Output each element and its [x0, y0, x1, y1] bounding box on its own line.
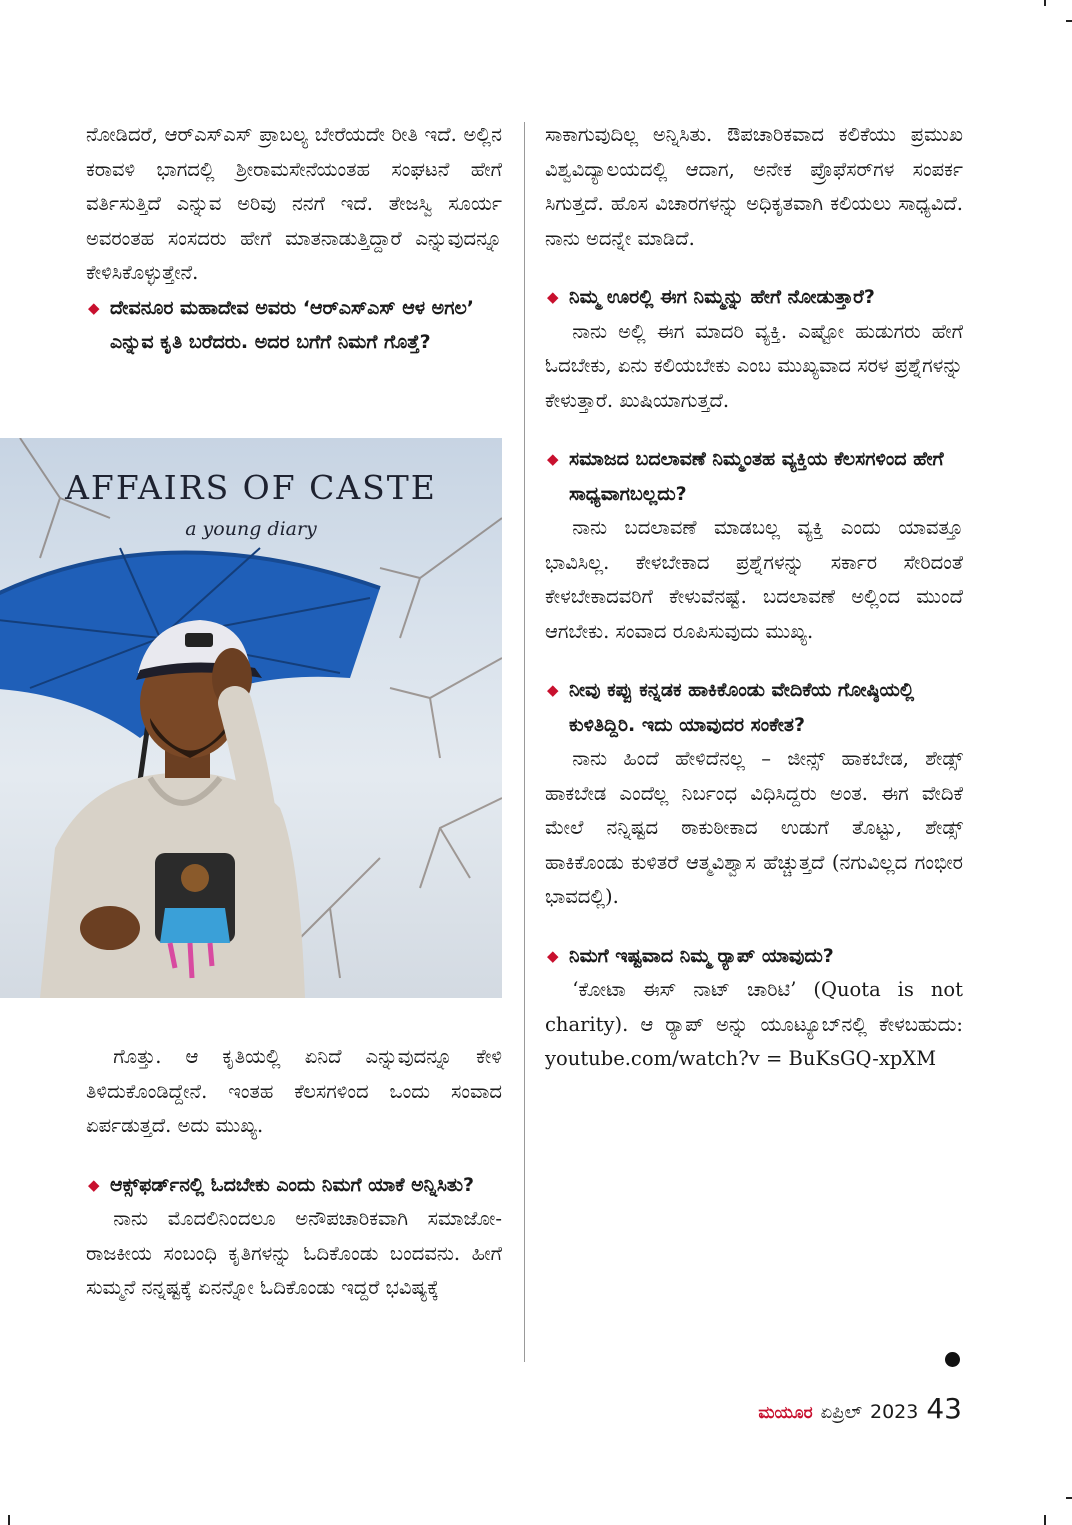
answer: ನಾನು ಹಿಂದೆ ಹೇಳಿದೆನಲ್ಲ – ಜೀನ್ಸ್ ಹಾಕಬೇಡ, ಶೇಡ್ಸ್ ಹಾಕಬೇಡ ಎಂದೆಲ್ಲ ನಿರ್ಬಂಧ ವಿಧಿಸಿದ್ದರು ಅಂತ. ಈಗ ವೇದಿಕೆ ಮೇಲೆ ನನ್ನಿಷ್ಟದ ಠಾಕುಠೀಕಾದ ಉಡುಗೆ ತೊಟ್ಟು, ಶೇಡ್ಸ್ ಹಾಕಿಕೊಂಡು ಕುಳಿತರೆ ಆತ್ಮವಿಶ್ವಾಸ ಹೆಚ್ಚುತ್ತದೆ (ನಗುವಿಲ್ಲದ ಗಂಭೀರ ಭಾವದಲ್ಲಿ). [545, 747, 963, 908]
answer: ನಾನು ಮೊದಲಿನಿಂದಲೂ ಅನೌಪಚಾರಿಕವಾಗಿ ಸಮಾಜೋ-ರಾಜಕೀಯ ಸಂಬಂಧಿ ಕೃತಿಗಳನ್ನು ಓದಿಕೊಂಡು ಬಂದವನು. ಹೀಗೆ ಸುಮ್ಮನೆ ನನ್ನಷ್ಟಕ್ಕೆ ಏನನ್ನೋ ಓದಿಕೊಂಡು ಇದ್ದರೆ ಭವಿಷ್ಯಕ್ಕೆ [86, 1207, 502, 1299]
question-text: ಸಮಾಜದ ಬದಲಾವಣೆ ನಿಮ್ಮಂತಹ ವ್ಯಕ್ತಿಯ ಕೆಲಸಗಳಿಂದ ಹೇಗೆ ಸಾಧ್ಯವಾಗಬಲ್ಲದು? [569, 448, 944, 505]
diamond-icon: ◆ [547, 288, 559, 306]
question [86, 1168, 502, 1203]
crop-mark [8, 1515, 10, 1525]
diamond-icon: ◆ [88, 1175, 100, 1194]
book-cover-photo [0, 438, 502, 998]
crop-mark [1044, 1515, 1046, 1525]
left-column-lower [86, 1040, 502, 1306]
right-column [545, 118, 963, 1077]
crop-mark [1066, 20, 1072, 22]
column-divider [524, 122, 525, 1362]
question-text: ನಿಮಗೆ ಇಷ್ಟವಾದ ನಿಮ್ಮ ರ‍್ಯಾಪ್ ಯಾವುದು? [569, 944, 834, 967]
cover-subtitle: a young diary [185, 518, 317, 540]
answer: ನಾನು ಅಲ್ಲಿ ಈಗ ಮಾದರಿ ವ್ಯಕ್ತಿ. ಎಷ್ಟೋ ಹುಡುಗರು ಹೇಗೆ ಓದಬೇಕು, ಏನು ಕಲಿಯಬೇಕು ಎಂಬ ಮುಖ್ಯವಾದ ಸರಳ ಪ್ರಶ್ನೆಗಳನ್ನು ಕೇಳುತ್ತಾರೆ. ಖುಷಿಯಾಗುತ್ತದೆ. [545, 319, 963, 412]
answer: ನಾನು ಬದಲಾವಣೆ ಮಾಡಬಲ್ಲ ವ್ಯಕ್ತಿ ಎಂದು ಯಾವತ್ತೂ ಭಾವಿಸಿಲ್ಲ. ಕೇಳಬೇಕಾದ ಪ್ರಶ್ನೆಗಳನ್ನು ಸರ್ಕಾರ ಸೇರಿದಂತೆ ಕೇಳಬೇಕಾದವರಿಗೆ ಕೇಳುವೆನಷ್ಟೆ. ಬದಲಾವಣೆ ಅಲ್ಲಿಂದ ಮುಂದೆ ಆಗಬೇಕು. ಸಂವಾದ ರೂಪಿಸುವುದು ಮುಖ್ಯ. [545, 516, 963, 643]
answer: ಗೊತ್ತು. ಆ ಕೃತಿಯಲ್ಲಿ ಏನಿದೆ ಎನ್ನುವುದನ್ನೂ ಕೇಳಿ ತಿಳಿದುಕೊಂಡಿದ್ದೇನೆ. ಇಂತಹ ಕೆಲಸಗಳಿಂದ ಒಂದು ಸಂವಾದ ಏರ್ಪಡುತ್ತದೆ. ಅದು ಮುಖ್ಯ. [86, 1045, 502, 1137]
diamond-icon: ◆ [547, 681, 559, 699]
question-text: ನಿಮ್ಮ ಊರಲ್ಲಿ ಈಗ ನಿಮ್ಮನ್ನು ಹೇಗೆ ನೋಡುತ್ತಾರೆ? [569, 286, 875, 308]
question [545, 939, 963, 974]
diamond-icon: ◆ [547, 946, 559, 965]
left-column [86, 118, 502, 360]
question [545, 673, 963, 742]
question-text: ದೇವನೂರ ಮಹಾದೇವ ಅವರು ‘ಆರ್‌ಎಸ್‌ಎಸ್ ಆಳ ಅಗಲ’ ಎನ್ನುವ ಕೃತಿ ಬರೆದರು. ಅದರ ಬಗೆಗೆ ನಿಮಗೆ ಗೊತ್ತೆ? [110, 296, 475, 353]
cover-title: AFFAIRS OF CASTE [65, 468, 437, 507]
crop-mark [1066, 1497, 1072, 1499]
magazine-brand: ಮಯೂರ [758, 1403, 813, 1423]
question [545, 442, 963, 511]
end-of-article-dot [945, 1352, 960, 1367]
paragraph: ಸಾಕಾಗುವುದಿಲ್ಲ ಅನ್ನಿಸಿತು. ಔಪಚಾರಿಕವಾದ ಕಲಿಕೆಯು ಪ್ರಮುಖ ವಿಶ್ವವಿದ್ಯಾಲಯದಲ್ಲಿ ಆದಾಗ, ಅನೇಕ ಪ್ರೊಫೆಸರ್‌ಗಳ ಸಂಪರ್ಕ ಸಿಗುತ್ತದೆ. ಹೊಸ ವಿಚಾರಗಳನ್ನು ಅಧಿಕೃತವಾಗಿ ಕಲಿಯಲು ಸಾಧ್ಯವಿದೆ. ನಾನು ಅದನ್ನೇ ಮಾಡಿದೆ. [545, 123, 963, 250]
paragraph: ನೋಡಿದರೆ, ಆರ್‌ಎಸ್‌ಎಸ್ ಪ್ರಾಬಲ್ಯ ಬೇರೆಯದೇ ರೀತಿ ಇದೆ. ಅಲ್ಲಿನ ಕರಾವಳಿ ಭಾಗದಲ್ಲಿ ಶ್ರೀರಾಮಸೇನೆಯಂತಹ ಸಂಘಟನೆ ಹೇಗೆ ವರ್ತಿಸುತ್ತಿದೆ ಎನ್ನುವ ಅರಿವು ನನಗೆ ಇದೆ. ತೇಜಸ್ವಿ ಸೂರ್ಯ ಅವರಂತಹ ಸಂಸದರು ಹೇಗೆ ಮಾತನಾಡುತ್ತಿದ್ದಾರೆ ಎನ್ನುವುದನ್ನೂ ಕೇಳಿಸಿಕೊಳ್ಳುತ್ತೇನೆ. [86, 123, 502, 284]
crop-mark [1044, 0, 1046, 6]
question [86, 291, 502, 360]
question-text: ನೀವು ಕಪ್ಪು ಕನ್ನಡಕ ಹಾಕಿಕೊಂಡು ವೇದಿಕೆಯ ಗೋಷ್ಠಿಯಲ್ಲಿ ಕುಳಿತಿದ್ದಿರಿ. ಇದು ಯಾವುದರ ಸಂಕೇತ? [569, 679, 915, 736]
page-footer [758, 1392, 962, 1425]
issue-month: ಏಪ್ರಿಲ್ [820, 1402, 862, 1423]
question [545, 280, 963, 315]
page-number: 43 [926, 1392, 962, 1425]
diamond-icon: ◆ [88, 298, 100, 317]
diamond-icon: ◆ [547, 450, 559, 468]
issue-year: 2023 [870, 1401, 919, 1423]
question-text: ಆಕ್ಸ್‌ಫರ್ಡ್‌ನಲ್ಲಿ ಓದಬೇಕು ಎಂದು ನಿಮಗೆ ಯಾಕೆ ಅನ್ನಿಸಿತು? [110, 1173, 475, 1196]
answer: ‘ಕೋಟಾ ಈಸ್ ನಾಟ್ ಚಾರಿಟಿ’ (Quota is not charity). ಆ ರ‍್ಯಾಪ್ ಅನ್ನು ಯೂಟ್ಯೂಬ್‌ನಲ್ಲಿ ಕೇಳಬಹುದು: youtube.com/watch?v = BuKsGQ-xpXM [545, 978, 963, 1070]
